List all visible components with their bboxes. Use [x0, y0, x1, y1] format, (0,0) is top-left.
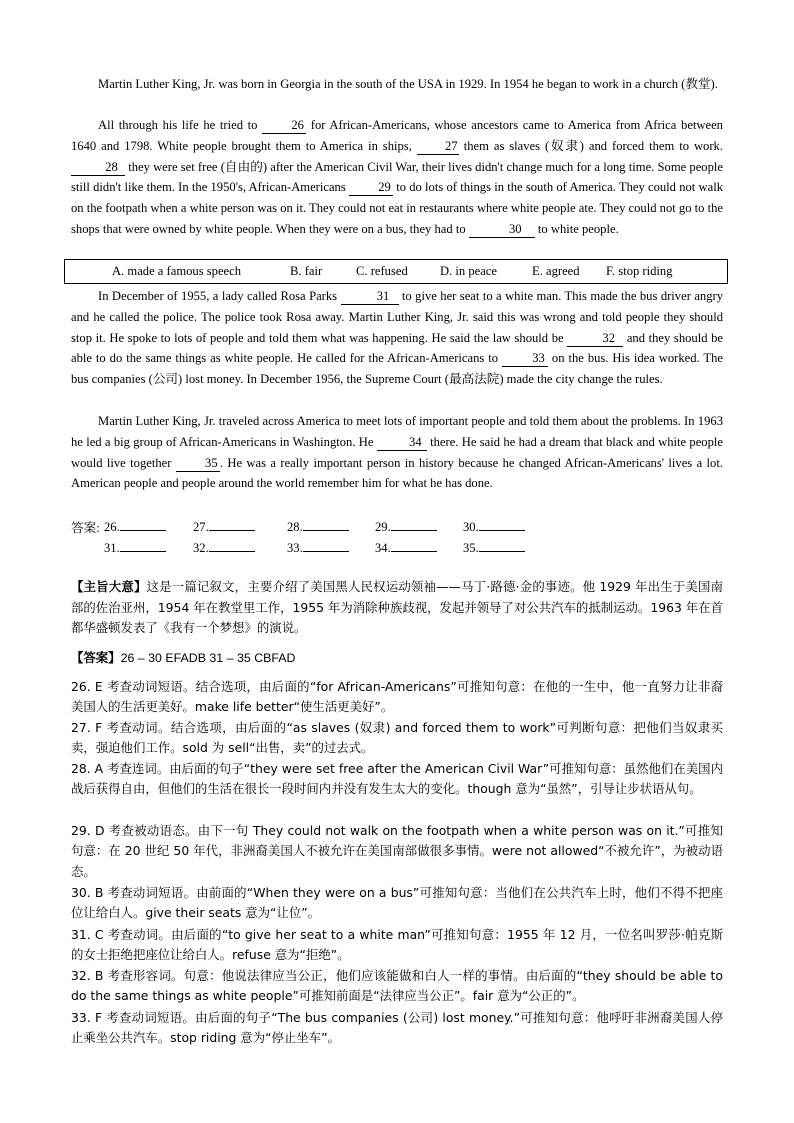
answer-line[interactable]: [391, 517, 437, 531]
blank-29[interactable]: 29: [349, 180, 393, 196]
answer-slot-34[interactable]: [375, 538, 437, 556]
explanation-29: 29. D 考查被动语态。由下一句 They could not walk on the footpath when a white person was on it.”可推知句意：在 20 世纪 50 年代，非洲裔美国人不被允许在美国南部做很多事情。were not allowed“不被允许”，为被动语态。: [71, 823, 723, 879]
answer-key-tag: 【答案】: [71, 650, 121, 665]
answer-number: 29.: [375, 520, 391, 534]
option-a: A. made a famous speech: [112, 264, 242, 278]
explanation-28: 28. A 考查连词。由后面的句子“they were set free after the American Civil War”可推知句意：虽然他们在美国内战后获得自由，但他们的生活在很长一段时间内并没有发生太大的变化。though 意为“虽然”，引导让步状语从句。: [71, 761, 723, 797]
answer-slot-26[interactable]: [104, 517, 166, 535]
answer-number: 27.: [193, 520, 209, 534]
answer-number: 31.: [104, 541, 120, 555]
blank-27[interactable]: 27: [417, 139, 459, 155]
option-b: B. fair: [290, 264, 323, 278]
answer-number: 28.: [287, 520, 303, 534]
main-idea-text: 这是一篇记叙文，主要介绍了美国黑人民权运动领袖——马丁·路德·金的事迹。他 1929 年出生于美国南部的佐治亚州，1954 年在教堂里工作，1955 年为消除种族歧视，发起并领导了对公共汽车的抵制运动。1963 年在首都华盛顿发表了《我有一个梦想》的演说。: [71, 579, 723, 636]
answer-sheet-row-1: [71, 517, 723, 535]
passage-text: to white people.: [534, 221, 619, 236]
answer-line[interactable]: [303, 538, 349, 552]
explanation-26: 26. E 考查动词短语。结合选项，由后面的“for African-Americans”可推知句意：在他的一生中，他一直努力让非裔美国人的生活更美好。make life better“使生活更美好”。: [71, 679, 723, 715]
answer-slot-30[interactable]: [463, 517, 525, 535]
passage-paragraph-4: [71, 411, 723, 494]
answer-line[interactable]: [303, 517, 349, 531]
passage-paragraph-1: Martin Luther King, Jr. was born in Georgia in the south of the USA in 1929. In 1954 he began to work in a church (教堂).: [98, 77, 718, 91]
answer-number: 33.: [287, 541, 303, 555]
passage-text: there. He said he had a dream that black and white people would live together: [71, 434, 723, 470]
answer-line[interactable]: [391, 538, 437, 552]
answer-number: 30.: [463, 520, 479, 534]
option-c: C. refused: [356, 264, 408, 278]
passage-text: All through his life he tried to: [98, 118, 263, 132]
option-d: D. in peace: [440, 264, 497, 278]
answer-number: 35.: [463, 541, 479, 555]
blank-31[interactable]: 31: [341, 289, 399, 305]
answer-line[interactable]: [209, 517, 255, 531]
answer-slot-29[interactable]: [375, 517, 437, 535]
passage-text: they were set free (自由的) after the American Civil War, their lives didn't change much for a long time. Some people still didn't like them. In the 1950's, African-Americans: [71, 159, 723, 195]
passage-text: Martin Luther King, Jr. traveled across America to meet lots of important people and told them about the problems. In 1963 he led a big group of African-Americans in Washington. He: [71, 414, 723, 449]
answer-label: 答案:: [71, 521, 100, 535]
passage-text: them as slaves (奴隶) and forced them to work.: [458, 138, 723, 153]
blank-35[interactable]: 35: [176, 456, 220, 472]
passage-text: on the bus. His idea worked. The bus companies (公司) lost money. In December 1956, the Supreme Court (最高法院) made the city change the rules.: [71, 351, 723, 387]
passage-text: and they should be able to do the same things as white people. He called for the African-Americans to: [71, 330, 724, 366]
passage-text: to do lots of things in the south of America. They could not walk on the footpath when a white person was on it. They could not eat in restaurants where white people ate. They could not go to the shops that were owned by white people. When they were on a bus, they had to: [71, 180, 723, 236]
answer-line[interactable]: [479, 538, 525, 552]
answer-slot-35[interactable]: [463, 538, 525, 556]
explanation-27: 27. F 考查动词。结合选项，由后面的“as slaves (奴隶) and forced them to work”可判断句意：把他们当奴隶买卖，强迫他们工作。sold 为 sell“出售，卖”的过去式。: [71, 720, 723, 756]
answer-line[interactable]: [479, 517, 525, 531]
answer-slot-28[interactable]: [287, 517, 349, 535]
passage-text: . He was a really important person in history because he changed African-Americans' lives a lot. American people and people around the world remember him for what he has done.: [71, 455, 723, 491]
answer-number: 32.: [193, 541, 209, 555]
passage-text: to give her seat to a white man. This made the bus driver angry and he called the police. The police took Rosa away. Martin Luther King, Jr. said this was wrong and told people they should stop it. He spoke to lots of people and told them what was happening. He said the law should be: [71, 289, 723, 345]
answer-slot-31[interactable]: [104, 538, 166, 556]
answer-slot-33[interactable]: [287, 538, 349, 556]
explanation-30: 30. B 考查动词短语。由前面的“When they were on a bus”可推知句意：当他们在公共汽车上时，他们不得不把座位让给白人。give their seats 意为“让位”。: [71, 885, 723, 921]
explanation-32: 32. B 考查形容词。句意：他说法律应当公正，他们应该能做和白人一样的事情。由后面的“they should be able to do the same things as white people”可推知前面是“法律应当公正”。fair 意为“公正的”。: [71, 968, 723, 1004]
blank-33[interactable]: 33: [502, 351, 548, 367]
passage-paragraph-3: [71, 286, 723, 390]
passage-paragraph-2: [71, 115, 723, 240]
options-box: [64, 259, 728, 284]
answer-number: 26.: [104, 520, 120, 534]
blank-28[interactable]: 28: [71, 160, 125, 176]
option-f: F. stop riding: [606, 264, 673, 278]
answer-line[interactable]: [120, 538, 166, 552]
passage-text: In December of 1955, a lady called Rosa Parks: [98, 289, 341, 303]
passage-text: for African-Americans, whose ancestors came to America from Africa between 1640 and 1798. White people brought them to America in ships,: [71, 118, 723, 153]
explanation-31: 31. C 考查动词。由后面的“to give her seat to a white man”可推知句意：1955 年 12 月，一位名叫罗莎·帕克斯的女士拒绝把座位让给白人。refuse 意为“拒绝”。: [71, 927, 723, 963]
answer-sheet-row-2: [71, 538, 723, 556]
answer-number: 34.: [375, 541, 391, 555]
answer-slot-27[interactable]: [193, 517, 255, 535]
explanation-33: 33. F 考查动词短语。由后面的句子“The bus companies (公司) lost money.”可推知句意：他呼吁非洲裔美国人停止乘坐公共汽车。stop riding 意为“停止坐车”。: [71, 1010, 723, 1046]
blank-34[interactable]: 34: [377, 435, 427, 451]
answer-slot-32[interactable]: [193, 538, 255, 556]
option-e: E. agreed: [532, 264, 580, 278]
answer-line[interactable]: [120, 517, 166, 531]
blank-32[interactable]: 32: [567, 331, 623, 347]
blank-30[interactable]: 30: [469, 222, 535, 238]
blank-26[interactable]: 26: [262, 118, 306, 134]
answer-key: [71, 648, 723, 669]
answer-key-text: 26 – 30 EFADB 31 – 35 CBFAD: [120, 651, 296, 665]
main-idea-tag: 【主旨大意】: [71, 579, 147, 594]
main-idea: [71, 577, 723, 639]
answer-line[interactable]: [209, 538, 255, 552]
